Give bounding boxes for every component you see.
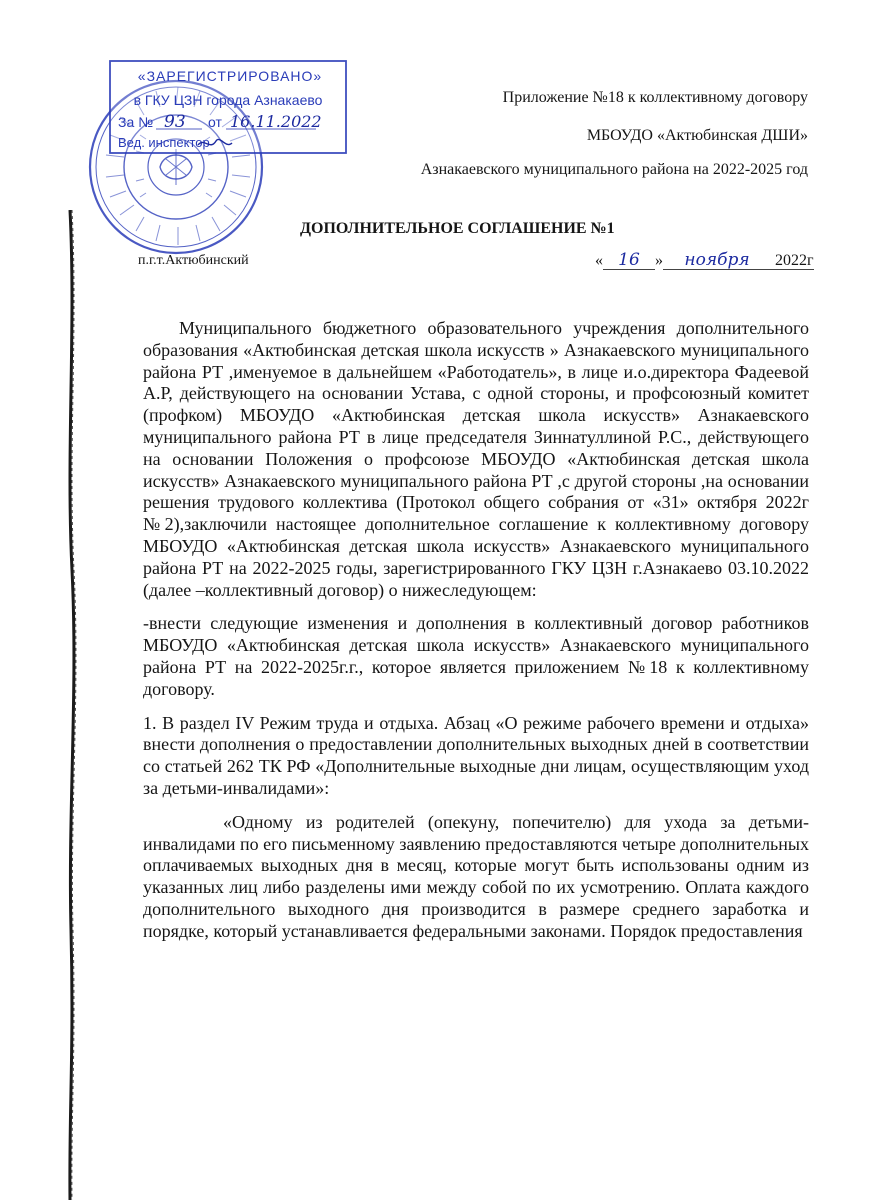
header-line-appendix: Приложение №18 к коллективному договору [502,89,808,106]
date-close-quote: » [655,252,663,269]
date-open-quote: « [595,252,603,269]
header-line-district: Азнакаевского муниципального района на 2022-2025 год [420,161,808,178]
stamp-inspector-label: Вед. инспектор [118,135,210,150]
stamp-number-label: За № [118,114,154,130]
document-title: ДОПОЛНИТЕЛЬНОЕ СОГЛАШЕНИЕ №1 [300,220,615,237]
stamp-title: «ЗАРЕГИСТРИРОВАНО» [137,68,323,84]
article-262-quote-paragraph: «Одному из родителей (опекуну, попечителю) для ухода за детьми-инвалидами по его письменному заявлению предоставляются четыре дополнительных оплачиваемых выходных дня в месяц, которые могут быть использованы одним из указанных лиц либо разделены ими между собой по их усмотрению. Оплата каждого дополнительного выходного дня производится в размере среднего заработка и порядке, который устанавливается федеральными законами. Порядок предоставления [143,811,809,941]
amendment-paragraph: -внести следующие изменения и дополнения в коллективный договор работников МБОУДО «Актюбинская детская школа искусств» Азнакаевского муниципального района РТ на 2022-2025г.г., которое является приложением №18 к коллективному договору. [143,613,809,699]
stamp-date-value: 16.11.2022 [230,112,322,131]
parties-paragraph: Муниципального бюджетного образовательного учреждения дополнительного образования «Актюбинская детская школа искусств » Азнакаевского муниципального района РТ ,именуемое в дальнейшем «Работодатель», в лице и.о.директора Фадеевой А.Р, действующего на основании Устава, с одной стороны, и профсоюзный комитет (профком) МБОУДО «Актюбинская детская школа искусств» Азнакаевского муниципального района РТ в лице председателя Зиннатуллиной Р.С., действующего на основании Положения о профсоюзе МБОУДО «Актюбинская детская школа искусств» Азнакаевского муниципального района РТ ,с другой стороны ,на основании решения трудового коллектива (Протокол общего собрания от «31» октября 2022г №2),заключили настоящее дополнительное соглашение к коллективному договору МБОУДО «Актюбинская детская школа искусств» Азнакаевского муниципального района РТ на 2022-2025 годы, зарегистрированного ГКУ ЦЗН г.Азнакаево 03.10.2022 (далее –коллективный договор) о нижеследующем: [143,318,809,600]
agreement-date [595,252,815,270]
date-day-handwritten: 16 [603,252,655,270]
agreement-body [143,318,809,943]
stamp-date-label: от [208,114,222,130]
date-month-handwritten: ноября [663,252,771,270]
stamp-agency: в ГКУ ЦЗН города Азнакаево [133,92,323,108]
header-line-organization: МБОУДО «Актюбинская ДШИ» [586,127,808,144]
place-of-signing: п.г.т.Актюбинский [138,253,249,268]
stamp-number-value: 93 [164,112,186,132]
binding-cord [58,210,88,1200]
registration-box-stamp [110,61,346,153]
section-iv-paragraph: 1. В раздел IV Режим труда и отдыха. Абзац «О режиме рабочего времени и отдыха» внести дополнения о предоставлении дополнительных выходных дней в соответствии со статьей 262 ТК РФ «Дополнительные выходные дни лицам, осуществляющим уход за детьми-инвалидами»: [143,712,809,798]
date-year: 2022г [771,252,814,270]
